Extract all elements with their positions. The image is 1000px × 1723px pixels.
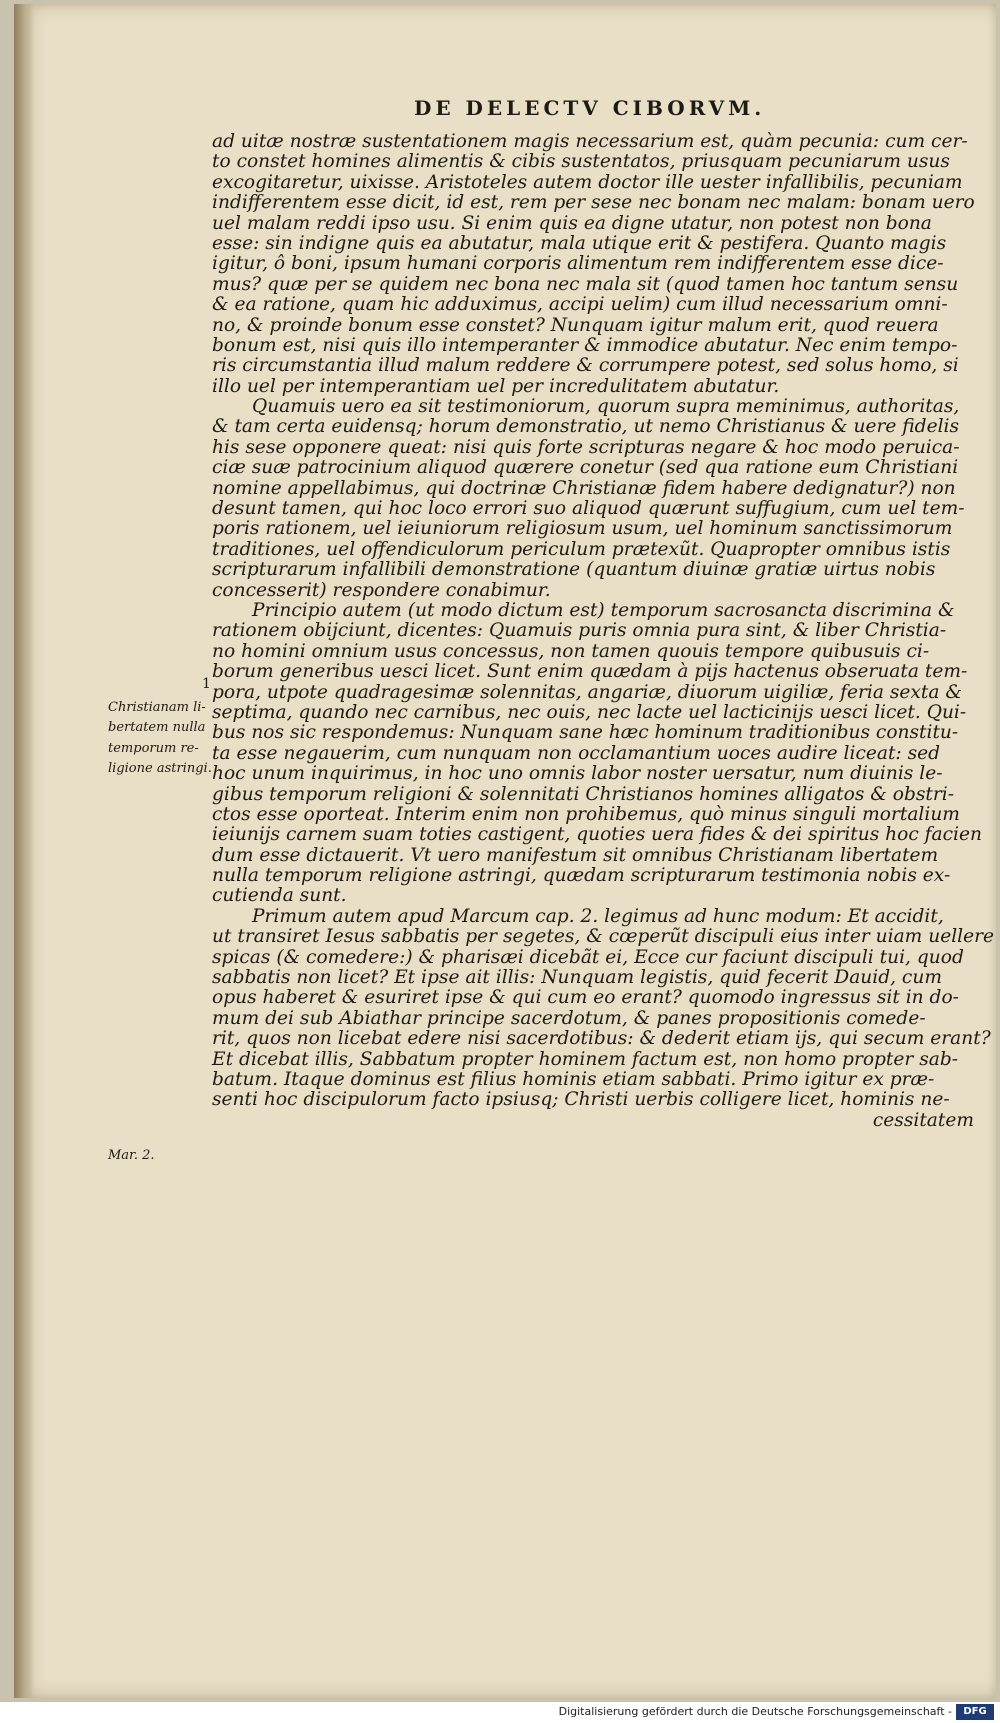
text-line: rit, quos non licebat edere nisi sacerdotibus: & dederit etiam ijs, qui secum erant? bbox=[212, 1028, 991, 1050]
text-line: desunt tamen, qui hoc loco errori suo aliquod quærunt suffugium, cum uel tem- bbox=[212, 498, 965, 520]
text-line: mus? quæ per se quidem nec bona nec mala sit (quod tamen hoc tantum sensu bbox=[212, 273, 959, 295]
text-line: nomine appellabimus, qui doctrinæ Christianæ fidem habere dedignatur?) non bbox=[212, 477, 956, 499]
text-line: rationem obijciunt, dicentes: Quamuis puris omnia pura sint, & liber Christia- bbox=[212, 620, 947, 642]
text-line: ctos esse oporteat. Interim enim non prohibemus, quò minus singuli mortalium bbox=[212, 803, 960, 825]
text-line: borum generibus uesci licet. Sunt enim quædam à pijs hactenus obseruata tem- bbox=[212, 661, 968, 683]
body-text bbox=[212, 131, 994, 1131]
text-line: concesserit) respondere conabimur. bbox=[212, 579, 551, 601]
text-line: scripturarum infallibili demonstratione (quantum diuinæ gratiæ uirtus nobis bbox=[212, 559, 936, 581]
text-line: batum. Itaque dominus est filius hominis etiam sabbati. Primo igitur ex præ- bbox=[212, 1068, 935, 1090]
text-line: ad uitæ nostræ sustentationem magis necessarium est, quàm pecunia: cum cer- bbox=[212, 131, 968, 152]
margin-note-line: bertatem nulla bbox=[108, 720, 206, 736]
catchword: cessitatem bbox=[872, 1109, 974, 1131]
text-line: septima, quando nec carnibus, nec ouis, nec lacte uel lacticinijs uesci licet. Qui- bbox=[212, 701, 967, 723]
page-gutter bbox=[14, 4, 34, 1698]
funding-credit: Digitalisierung gefördert durch die Deutsche Forschungsgemeinschaft - bbox=[558, 1705, 952, 1718]
text-line: poris rationem, uel ieiuniorum religiosum usum, uel hominum sanctissimorum bbox=[212, 518, 953, 540]
text-line: traditiones, uel offendiculorum periculum prætexũt. Quapropter omnibus istis bbox=[212, 538, 951, 560]
text-line: indifferentem esse dicit, id est, rem per sese nec bonam nec malam: bonam uero bbox=[212, 192, 975, 214]
text-line: his sese opponere queat: nisi quis forte scripturas negare & hoc modo peruica- bbox=[212, 436, 960, 458]
book-page bbox=[14, 4, 996, 1698]
text-line: hoc unum inquirimus, in hoc uno omnis labor noster uersatur, num diuinis le- bbox=[212, 763, 943, 785]
margin-note-mark-reference: Mar. 2. bbox=[108, 1148, 155, 1163]
text-line: & ea ratione, quam hic adduximus, accipi uelim) cum illud necessarium omni- bbox=[212, 294, 948, 316]
text-line: dum esse dictauerit. Vt uero manifestum sit omnibus Christianam libertatem bbox=[212, 844, 939, 866]
text-line: to constet homines alimentis & cibis sustentatos, priusquam pecuniarum usus bbox=[212, 151, 950, 173]
text-line: ta esse negauerim, cum nunquam non occlamantium uoces audire liceat: sed bbox=[212, 742, 941, 764]
text-line: Et dicebat illis, Sabbatum propter hominem factum est, non homo propter sab- bbox=[212, 1048, 959, 1070]
running-head: DE DELECTV CIBORVM. bbox=[414, 96, 766, 120]
text-line: bus nos sic respondemus: Nunquam sane hæc hominum traditionibus constitu- bbox=[212, 722, 959, 744]
text-line: ciæ suæ patrocinium aliquod quærere conetur (sed qua ratione eum Christiani bbox=[212, 457, 959, 479]
text-line: cutienda sunt. bbox=[212, 885, 347, 907]
text-line: illo uel per intemperantiam uel per incredulitatem abutatur. bbox=[212, 375, 780, 397]
margin-note-christian-liberty bbox=[108, 698, 212, 780]
text-line: pora, utpote quadragesimæ solennitas, angariæ, diuorum uigiliæ, feria sexta & bbox=[212, 681, 962, 703]
footer-bar bbox=[0, 1702, 1000, 1723]
text-line: senti hoc discipulorum facto ipsiusq; Christi uerbis colligere licet, hominis ne- bbox=[212, 1089, 950, 1111]
text-line: igitur, ô boni, ipsum humani corporis alimentum rem indifferentem esse dice- bbox=[212, 253, 944, 275]
margin-note-line: Christianam li- bbox=[108, 700, 206, 715]
text-line: Principio autem (ut modo dictum est) temporum sacrosancta discrimina & bbox=[252, 599, 955, 621]
text-line: bonum est, nisi quis illo intemperanter & immodice abutatur. Nec enim tempo- bbox=[212, 334, 958, 356]
margin-number: 1 bbox=[202, 676, 211, 692]
text-line: spicas (& comedere:) & pharisæi dicebãt ei, Ecce cur faciunt discipuli tui, quod bbox=[212, 946, 964, 968]
text-line: nulla temporum religione astringi, quædam scripturarum testimonia nobis ex- bbox=[212, 865, 951, 887]
text-line: esse: sin indigne quis ea abutatur, mala utique erit & pestifera. Quanto magis bbox=[212, 232, 947, 254]
margin-note-line: temporum re- bbox=[108, 740, 199, 756]
text-line: excogitaretur, uixisse. Aristoteles autem doctor ille uester infallibilis, pecuniam bbox=[212, 171, 963, 193]
dfg-logo[interactable]: DFG bbox=[956, 1704, 994, 1720]
text-line: & tam certa euidensq; horum demonstratio, ut nemo Christianus & uere fidelis bbox=[212, 416, 960, 438]
text-line: uel malam reddi ipso usu. Si enim quis ea digne utatur, non potest non bona bbox=[212, 212, 932, 234]
text-line: ris circumstantia illud malum reddere & corrumpere potest, sed solus homo, si bbox=[212, 355, 959, 377]
text-line: Quamuis uero ea sit testimoniorum, quorum supra meminimus, authoritas, bbox=[252, 396, 960, 418]
margin-note-line: ligione astringi. bbox=[108, 761, 212, 777]
text-line: no homini omnium usus concessus, non tamen quouis tempore quibusuis ci- bbox=[212, 640, 930, 662]
text-line: gibus temporum religioni & solennitati Christianos homines alligatos & obstri- bbox=[212, 783, 954, 805]
text-line: no, & proinde bonum esse constet? Nunquam igitur malum erit, quod reuera bbox=[212, 314, 939, 336]
text-line: Primum autem apud Marcum cap. 2. legimus ad hunc modum: Et accidit, bbox=[252, 905, 944, 927]
text-line: opus haberet & esuriret ipse & qui cum eo erant? quomodo ingressus sit in do- bbox=[212, 987, 959, 1009]
text-line: ut transiret Iesus sabbatis per segetes, & cœperũt discipuli eius inter uiam uellere bbox=[212, 926, 994, 948]
text-line: ieiunijs carnem suam toties castigent, quoties uera fides & dei spiritus hoc facien bbox=[212, 824, 982, 846]
text-line: mum dei sub Abiathar principe sacerdotum, & panes propositionis comede- bbox=[212, 1007, 926, 1029]
text-line: sabbatis non licet? Et ipse ait illis: Nunquam legistis, quid fecerit Dauid, cum bbox=[212, 967, 942, 989]
